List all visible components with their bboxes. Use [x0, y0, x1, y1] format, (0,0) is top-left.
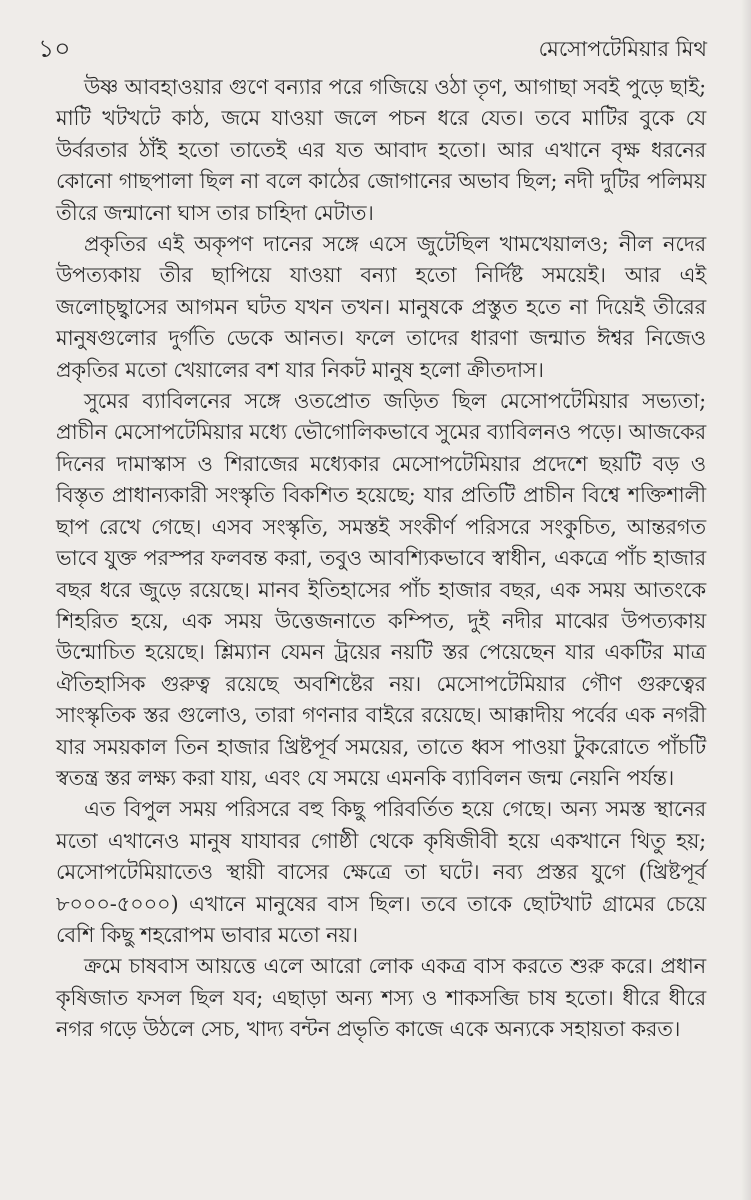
page-header	[38, 34, 707, 66]
paragraph-2: প্রকৃতির এই অকৃপণ দানের সঙ্গে এসে জুটেছিল খামখেয়ালও; নীল নদের উপত্যকায় তীর ছাপিয়ে যাওয়া বন্যা হতো নির্দিষ্ট সময়েই। আর এই জলোচ্ছ্বাসের আগমন ঘটত যখন তখন। মানুষকে প্রস্তুত হতে না দিয়েই তীরের মানুষগুলোর দুর্গতি ডেকে আনত। ফলে তাদের ধারণা জন্মাত ঈশ্বর নিজেও প্রকৃতির মতো খেয়ালের বশ যার নিকট মানুষ হলো ক্রীতদাস।	[56, 232, 706, 382]
page-number: ১০	[38, 34, 71, 63]
body-text	[56, 72, 706, 1046]
paragraph-3: সুমের ব্যাবিলনের সঙ্গে ওতপ্রোত জড়িত ছিল মেসোপটেমিয়ার সভ্যতা; প্রাচীন মেসোপটেমিয়ার মধ্যে ভৌগোলিকভাবে সুমের ব্যাবিলনও পড়ে। আজকের দিনের দামাস্কাস ও শিরাজের মধ্যেকার মেসোপটেমিয়ার প্রদেশে ছয়টি বড় ও বিস্তৃত প্রাধান্যকারী সংস্কৃতি বিকশিত হয়েছে; যার প্রতিটি প্রাচীন বিশ্বে শক্তিশালী ছাপ রেখে গেছে। এসব সংস্কৃতি, সমস্তই সংকীর্ণ পরিসরে সংকুচিত, আন্তরগত ভাবে যুক্ত পরস্পর ফলবন্ত করা, তবুও আবশ্যিকভাবে স্বাধীন, একত্রে পাঁচ হাজার বছর ধরে জুড়ে রয়েছে। মানব ইতিহাসের পাঁচ হাজার বছর, এক সময় আতংকে শিহরিত হয়ে, এক সময় উত্তেজনাতে কম্পিত, দুই নদীর মাঝের উপত্যকায় উন্মোচিত হয়েছে। শ্লিম্যান যেমন ট্রয়ের নয়টি স্তর পেয়েছেন যার একটির মাত্র ঐতিহাসিক গুরুত্ব রয়েছে অবশিষ্টের নয়। মেসোপটেমিয়ার গৌণ গুরুত্বের সাংস্কৃতিক স্তর গুলোও, তারা গণনার বাইরে রয়েছে। আক্কাদীয় পর্বের এক নগরী যার সময়কাল তিন হাজার খ্রিষ্টপূর্ব সময়ের, তাতে ধ্বস পাওয়া টুকরোতে পাঁচটি স্বতন্ত্র স্তর লক্ষ্য করা যায়, এবং যে সময়ে এমনকি ব্যাবিলন জন্ম নেয়নি পর্যন্ত।	[56, 389, 706, 790]
paragraph-4: এত বিপুল সময় পরিসরে বহু কিছু পরিবর্তিত হয়ে গেছে। অন্য সমস্ত স্থানের মতো এখানেও মানুষ যাযাবর গোষ্ঠী থেকে কৃষিজীবী হয়ে একখানে থিতু হয়; মেসোপটেমিয়াতেও স্থায়ী বাসের ক্ষেত্রে তা ঘটে। নব্য প্রস্তর যুগে (খ্রিষ্টপূর্ব ৮০০০-৫০০০) এখানে মানুষের বাস ছিল। তবে তাকে ছোটখাট গ্রামের চেয়ে বেশি কিছু শহরোপম ভাবার মতো নয়।	[56, 797, 706, 947]
paragraph-5: ক্রমে চাষবাস আয়ত্তে এলে আরো লোক একত্র বাস করতে শুরু করে। প্রধান কৃষিজাত ফসল ছিল যব; এছাড়া অন্য শস্য ও শাকসব্জি চাষ হতো। ধীরে ধীরে নগর গড়ে উঠলে সেচ, খাদ্য বন্টন প্রভৃতি কাজে একে অন্যকে সহায়তা করত।	[56, 954, 706, 1042]
running-title: মেসোপটেমিয়ার মিথ	[538, 37, 707, 61]
paragraph-1: উষ্ণ আবহাওয়ার গুণে বন্যার পরে গজিয়ে ওঠা তৃণ, আগাছা সবই পুড়ে ছাই; মাটি খটখটে কাঠ, জমে যাওয়া জলে পচন ধরে যেত। তবে মাটির বুকে যে উর্বরতার ঠাঁই হতো তাতেই এর যত আবাদ হতো। আর এখানে বৃক্ষ ধরনের কোনো গাছপালা ছিল না বলে কাঠের জোগানের অভাব ছিল; নদী দুটির পলিময় তীরে জন্মানো ঘাস তার চাহিদা মেটাত।	[56, 75, 706, 225]
